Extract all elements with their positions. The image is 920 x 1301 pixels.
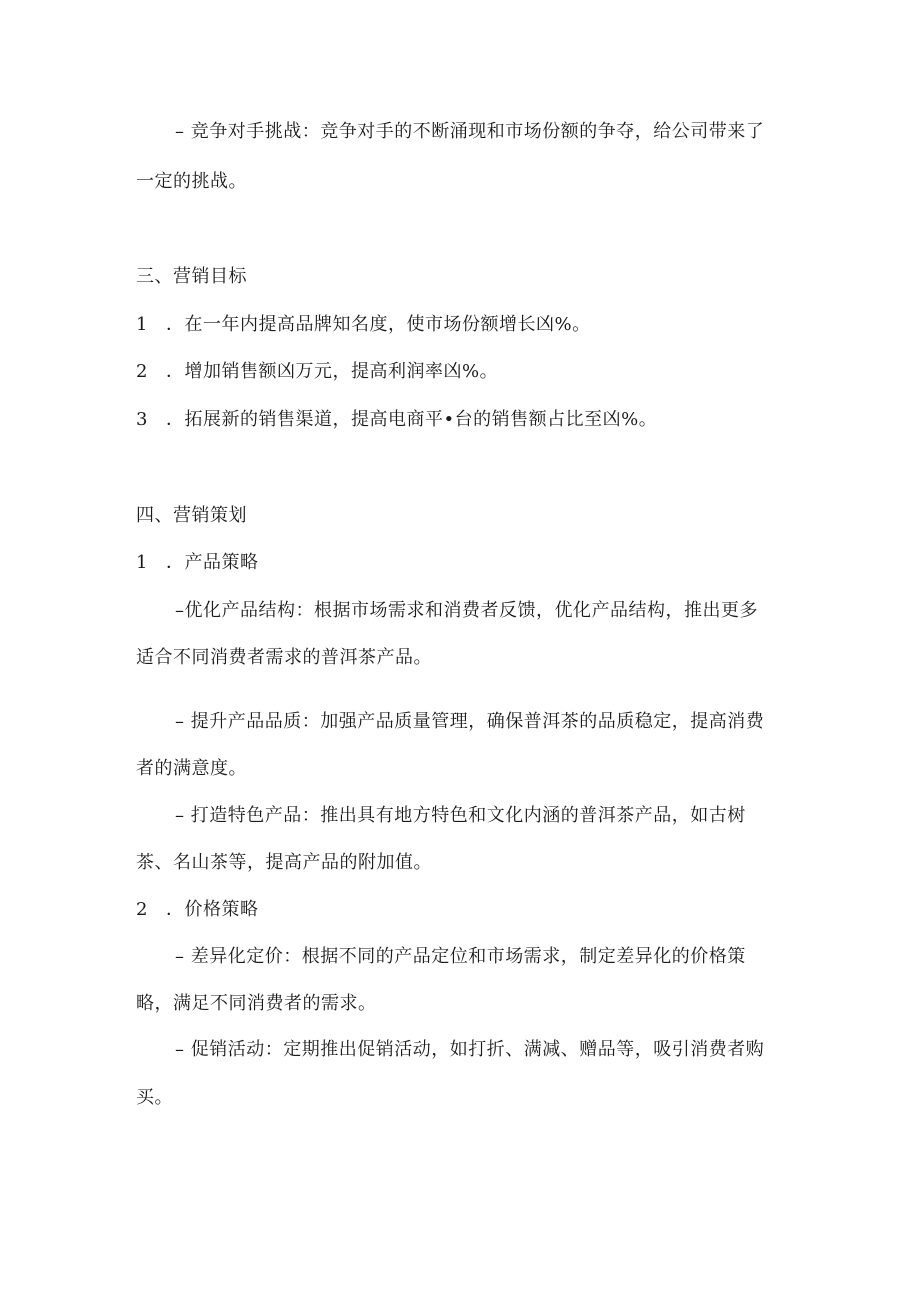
goal-item-1 bbox=[136, 313, 591, 337]
featured-products-line-2: 茶、名山茶等，提高产品的附加值。 bbox=[136, 852, 432, 873]
differentiated-pricing-line-2: 略，满足不同消费者的需求。 bbox=[136, 993, 377, 1014]
goal-item-3-text: ．拓展新的销售渠道，提高电商平•台的销售额占比至凶%。 bbox=[166, 409, 658, 430]
goal-item-1-text: ．在一年内提高品牌知名度，使市场份额增长凶%。 bbox=[166, 314, 591, 335]
goal-item-2 bbox=[136, 360, 498, 384]
goal-item-2-text: ．增加销售额凶万元，提高利润率凶%。 bbox=[166, 361, 499, 382]
improve-quality-line-2: 者的满意度。 bbox=[136, 758, 247, 779]
section-4-heading: 四、营销策划 bbox=[136, 505, 247, 526]
goal-item-3 bbox=[136, 408, 657, 432]
goal-item-1-number: 1 bbox=[136, 314, 148, 335]
competitor-challenge-line-1: – 竞争对手挑战：竞争对手的不断涌现和市场份额的争夺，给公司带来了 bbox=[175, 121, 765, 142]
optimize-structure-line-1: –优化产品结构：根据市场需求和消费者反馈，优化产品结构，推出更多 bbox=[175, 600, 758, 621]
product-strategy-title bbox=[136, 551, 259, 575]
promotion-activity-line-2: 买。 bbox=[136, 1087, 173, 1108]
goal-item-2-number: 2 bbox=[136, 361, 148, 382]
price-strategy-title bbox=[136, 898, 259, 922]
product-strategy-text: ．产品策略 bbox=[166, 552, 259, 573]
optimize-structure-line-2: 适合不同消费者需求的普洱茶产品。 bbox=[136, 647, 432, 668]
price-strategy-text: ．价格策略 bbox=[166, 899, 259, 920]
competitor-challenge-line-2: 一定的挑战。 bbox=[136, 171, 247, 192]
price-strategy-number: 2 bbox=[136, 899, 148, 920]
improve-quality-line-1: – 提升产品品质：加强产品质量管理，确保普洱茶的品质稳定，提高消费 bbox=[175, 711, 765, 732]
featured-products-line-1: – 打造特色产品：推出具有地方特色和文化内涵的普洱茶产品，如古树 bbox=[175, 805, 746, 826]
section-3-heading: 三、营销目标 bbox=[136, 266, 247, 287]
goal-item-3-number: 3 bbox=[136, 409, 148, 430]
product-strategy-number: 1 bbox=[136, 552, 148, 573]
differentiated-pricing-line-1: – 差异化定价：根据不同的产品定位和市场需求，制定差异化的价格策 bbox=[175, 946, 746, 967]
promotion-activity-line-1: – 促销活动：定期推出促销活动，如打折、满减、赠品等，吸引消费者购 bbox=[175, 1039, 765, 1060]
